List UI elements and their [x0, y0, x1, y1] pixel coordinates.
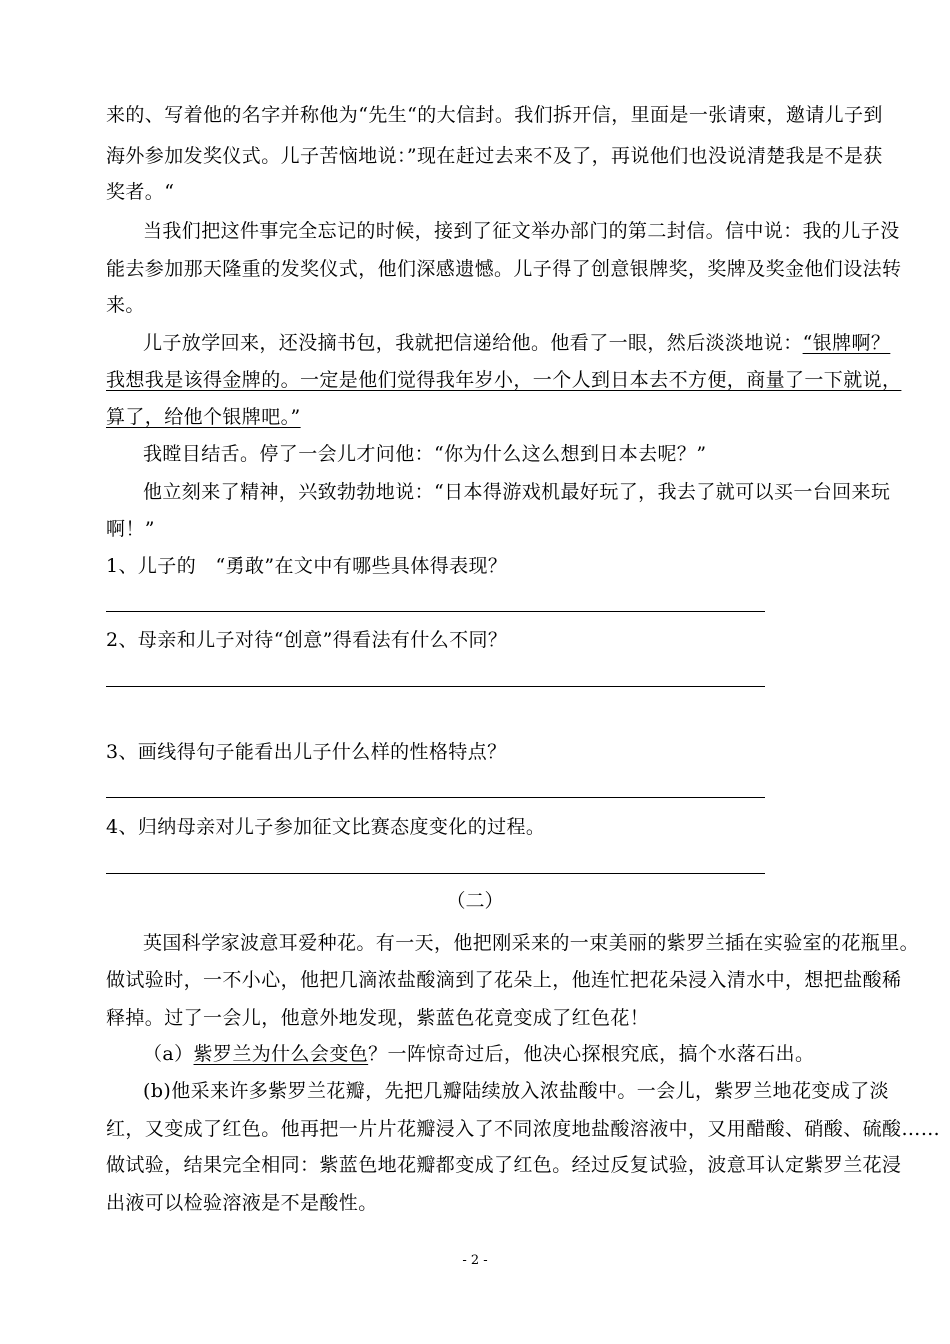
passage-line: 能去参加那天隆重的发奖仪式，他们深感遗憾。儿子得了创意银牌奖，奖牌及奖金他们设法转: [106, 258, 902, 280]
section-heading: （二）: [446, 890, 504, 912]
passage-line: 红，又变成了红色。他再把一片片花瓣浸入了不同浓度地盐酸溶液中，又用醋酸、硝酸、硫酸……: [106, 1118, 941, 1140]
passage-line: 我瞠目结舌。停了一会儿才问他：“你为什么这么想到日本去呢？”: [143, 443, 707, 465]
paragraph-label: （a）: [143, 1043, 194, 1065]
answer-line[interactable]: [106, 873, 765, 874]
passage-line: 来的、写着他的名字并称他为“先生“的大信封。我们拆开信，里面是一张请柬，邀请儿子到: [106, 104, 883, 126]
paragraph-a: [143, 1036, 814, 1072]
passage-text: 儿子放学回来，还没摘书包，我就把信递给他。他看了一眼，然后淡淡地说：: [143, 332, 803, 354]
page-number: - 2 -: [462, 1253, 488, 1268]
passage-line: 海外参加发奖仪式。儿子苦恼地说：”现在赶过去来不及了，再说他们也没说清楚我是不是获: [106, 145, 883, 167]
passage-paragraph-son: [143, 325, 890, 361]
passage-line: 奖者。“: [106, 181, 175, 203]
underlined-sentence: 我想我是该得金牌的。一定是他们觉得我年岁小，一个人到日本去不方便，商量了一下就说，: [106, 369, 902, 391]
answer-line[interactable]: [106, 686, 765, 687]
passage-text: ？一阵惊奇过后，他决心探根究底，搞个水落石出。: [368, 1043, 815, 1065]
passage-line: 做试验时，一不小心，他把几滴浓盐酸滴到了花朵上，他连忙把花朵浸入清水中，想把盐酸稀: [106, 969, 902, 991]
passage-line: 出液可以检验溶液是不是酸性。: [106, 1192, 378, 1214]
question-3: 3、画线得句子能看出儿子什么样的性格特点？: [106, 741, 507, 763]
question-1: 1、儿子的 “勇敢”在文中有哪些具体得表现？: [106, 555, 508, 577]
passage-line: (b)他采来许多紫罗兰花瓣，先把几瓣陆续放入浓盐酸中。一会儿，紫罗兰地花变成了淡: [143, 1080, 889, 1102]
underlined-sentence: 算了，给他个银牌吧。”: [106, 406, 301, 428]
answer-line[interactable]: [106, 611, 765, 612]
question-2: 2、母亲和儿子对待“创意”得看法有什么不同？: [106, 629, 508, 651]
underlined-sentence-line: [106, 399, 301, 435]
passage-line: 来。: [106, 294, 145, 316]
underlined-sentence-line: [106, 362, 901, 398]
passage-line: 英国科学家波意耳爱种花。有一天，他把刚采来的一束美丽的紫罗兰插在实验室的花瓶里。: [143, 932, 920, 954]
underlined-question: 紫罗兰为什么会变色: [193, 1043, 369, 1065]
underlined-sentence: “银牌啊？: [802, 332, 891, 354]
passage-line: 当我们把这件事完全忘记的时候，接到了征文举办部门的第二封信。信中说：我的儿子没: [143, 220, 900, 242]
passage-line: 他立刻来了精神，兴致勃勃地说：“日本得游戏机最好玩了，我去了就可以买一台回来玩: [143, 481, 891, 503]
passage-line: 释掉。过了一会儿，他意外地发现，紫蓝色花竟变成了红色花！: [106, 1007, 650, 1029]
passage-line: 做试验，结果完全相同：紫蓝色地花瓣都变成了红色。经过反复试验，波意耳认定紫罗兰花浸: [106, 1154, 902, 1176]
answer-line[interactable]: [106, 797, 765, 798]
question-4: 4、归纳母亲对儿子参加征文比赛态度变化的过程。: [106, 816, 546, 838]
passage-line: 啊！”: [106, 518, 155, 540]
